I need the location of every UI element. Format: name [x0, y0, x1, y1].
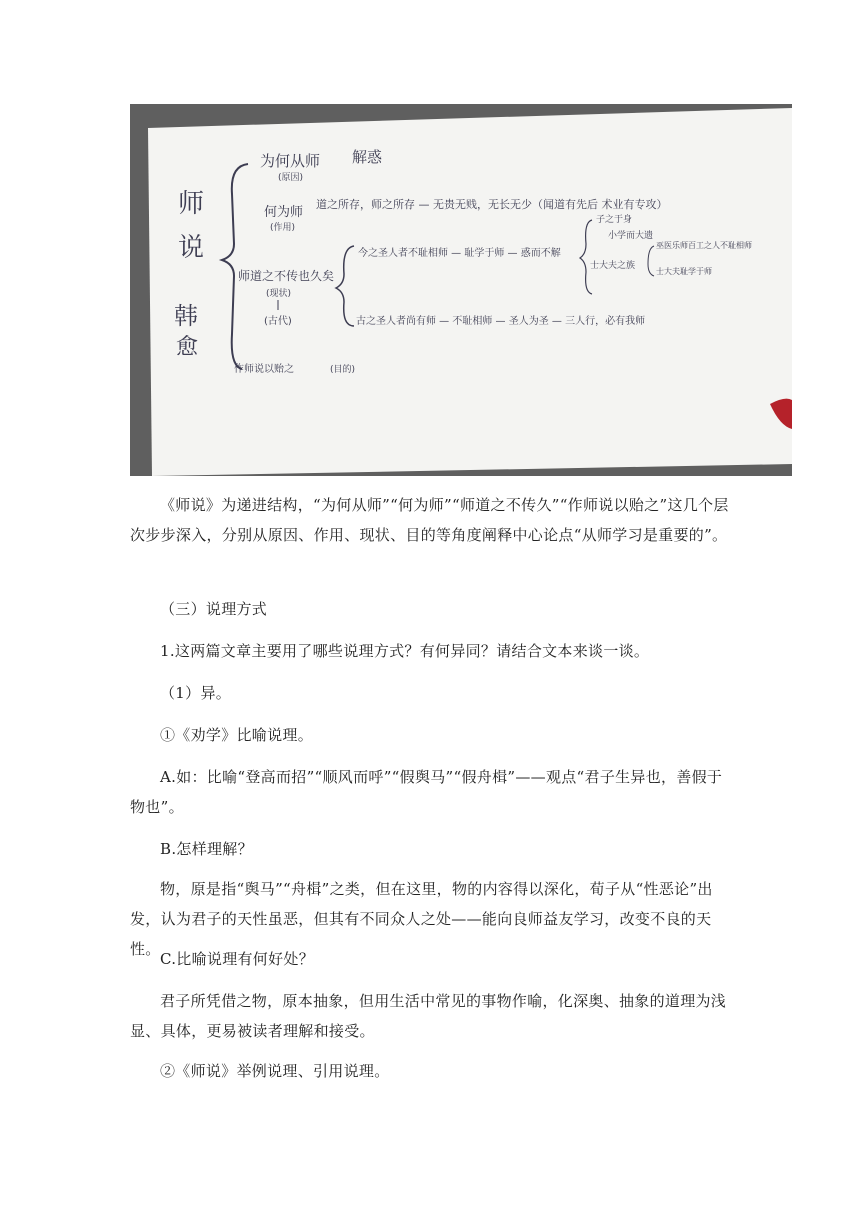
branch-2-detail: 道之所存，师之所存 — 无贵无贱，无长无少（闻道有先后 术业有专攻）	[316, 198, 668, 211]
point-c: C.比喻说理有何好处？	[160, 950, 315, 968]
point-2-heading: ②《师说》举例说理、引用说理。	[160, 1062, 390, 1080]
branch-3-head: 师道之不传也久矣	[238, 269, 335, 283]
right-note-5: 士大夫耻学于师	[656, 267, 712, 276]
branch-3-sub: (现状)	[266, 289, 292, 299]
ancient-line: 古之圣人者尚有师 — 不耻相师 — 圣人为圣 — 三人行，必有我师	[356, 316, 646, 327]
title-char-3: 韩	[174, 302, 198, 330]
right-note-2: 小学而大遗	[608, 231, 654, 241]
branch-4-head: 作师说以贻之	[234, 364, 294, 375]
question-1: 1.这两篇文章主要用了哪些说理方式？有何异同？请结合文本来谈一谈。	[160, 642, 650, 660]
paragraph-structure: 《师说》为递进结构，“为何从师”“何为师”“师道之不传久”“作师说以贻之”这几个层次步步深入，分别从原因、作用、现状、目的等角度阐释中心论点“从师学习是重要的”。	[130, 496, 729, 544]
branch-3-sub2: (古代)	[264, 316, 292, 327]
branch-2-head: 何为师	[264, 205, 304, 220]
point-c-answer: 君子所凭借之物，原本抽象，但用生活中常见的事物作喻，化深奥、抽象的道理为浅显、具体，更易被读者理解和接受。	[130, 992, 727, 1040]
branch-2-sub: (作用)	[270, 223, 296, 233]
handwritten-notes-photo	[130, 104, 792, 476]
point-b-answer: 物，原是指“舆马”“舟楫”之类，但在这里，物的内容得以深化，荀子从“性恶论”出发，认为君子的天性虽恶，但其有不同众人之处——能向良师益友学习，改变不良的天性。	[130, 880, 713, 958]
point-b: B.怎样理解？	[160, 840, 253, 858]
section-heading: （三）说理方式	[160, 600, 268, 618]
branch-1-detail: 解惑	[352, 148, 383, 166]
branch-1-head: 为何从师	[260, 152, 321, 170]
title-char-1: 师	[178, 189, 205, 219]
point-1-heading: ①《劝学》比喻说理。	[160, 726, 314, 744]
right-note-3: 士大夫之族	[590, 261, 636, 271]
modern-line: 今之圣人者不耻相师 — 耻学于师 — 惑而不解	[358, 248, 561, 259]
right-note-1: 子之于身	[596, 215, 633, 225]
right-note-4: 巫医乐师百工之人不耻相师	[656, 241, 752, 250]
notes-illustration	[130, 104, 792, 476]
point-a: A.如：比喻“登高而招”“顺风而呼”“假舆马”“假舟楫”——观点“君子生异也，善假于物也”。	[130, 768, 723, 816]
branch-4-sub: (目的)	[330, 365, 356, 375]
title-char-2: 说	[178, 233, 205, 263]
title-char-4: 愈	[176, 335, 199, 360]
subheading-difference: （1）异。	[160, 684, 232, 702]
branch-1-sub: (原因)	[278, 173, 304, 183]
